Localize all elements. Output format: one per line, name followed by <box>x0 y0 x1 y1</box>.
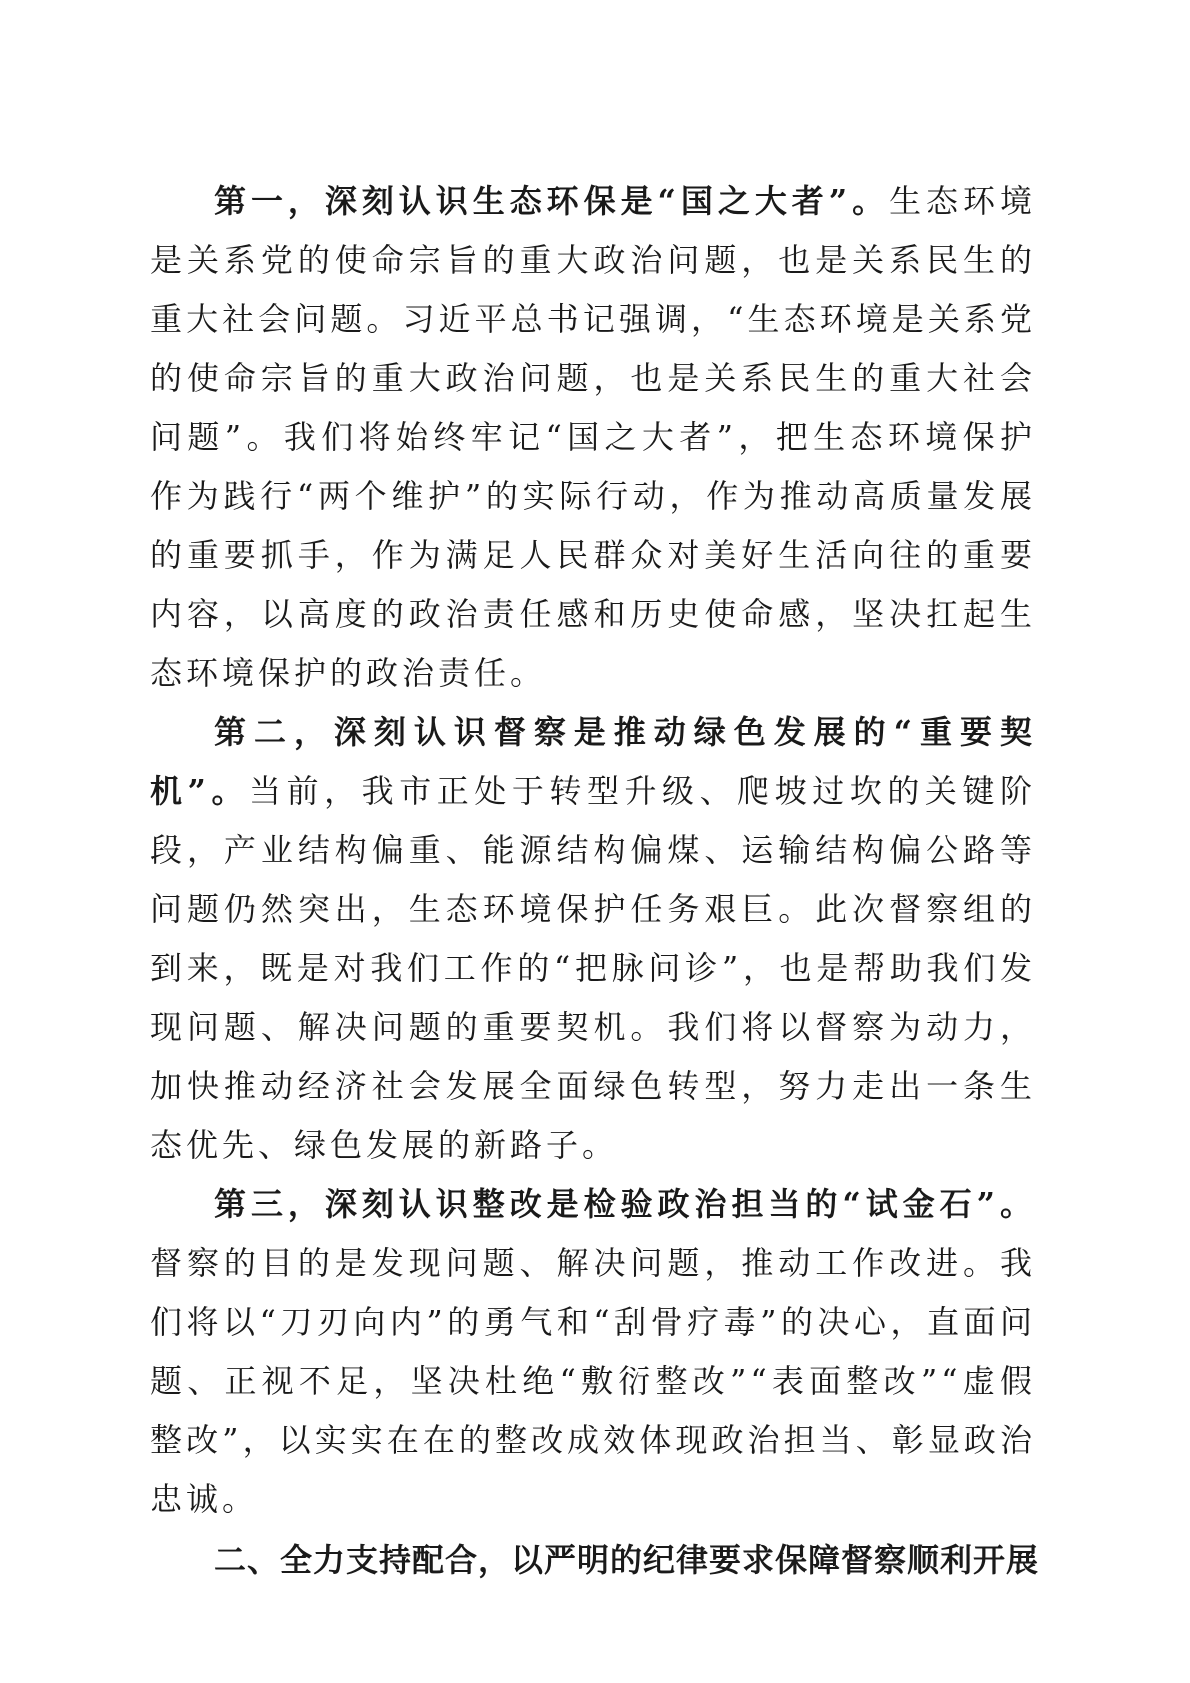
paragraph-1 <box>150 172 1036 703</box>
paragraph-3 <box>150 1175 1036 1529</box>
paragraph-2-lead: 第二，深刻认识督察是推动绿色发展的“重要契机”。 <box>150 713 1036 810</box>
paragraph-3-lead: 第三，深刻认识整改是检验政治担当的“试金石”。 <box>214 1185 1036 1223</box>
paragraph-2-body: 当前，我市正处于转型升级、爬坡过坎的关键阶段，产业结构偏重、能源结构偏煤、运输结构偏公路等问题仍然突出，生态环境保护任务艰巨。此次督察组的到来，既是对我们工作的“把脉问诊”，也是帮助我们发现问题、解决问题的重要契机。我们将以督察为动力，加快推动经济社会发展全面绿色转型，努力走出一条生态优先、绿色发展的新路子。 <box>150 772 1036 1164</box>
section-heading: 二、全力支持配合，以严明的纪律要求保障督察顺利开展 <box>214 1541 1040 1579</box>
paragraph-1-body: 生态环境是关系党的使命宗旨的重大政治问题，也是关系民生的重大社会问题。习近平总书记强调，“生态环境是关系党的使命宗旨的重大政治问题，也是关系民生的重大社会问题”。我们将始终牢记“国之大者”，把生态环境保护作为践行“两个维护”的实际行动，作为推动高质量发展的重要抓手，作为满足人民群众对美好生活向往的重要内容，以高度的政治责任感和历史使命感，坚决扛起生态环境保护的政治责任。 <box>150 182 1036 692</box>
paragraph-2 <box>150 703 1036 1175</box>
paragraph-1-lead: 第一，深刻认识生态环保是“国之大者”。 <box>214 182 890 220</box>
paragraph-3-body: 督察的目的是发现问题、解决问题，推动工作改进。我们将以“刀刃向内”的勇气和“刮骨疗毒”的决心，直面问题、正视不足，坚决杜绝“敷衍整改”“表面整改”“虚假整改”，以实实在在的整改成效体现政治担当、彰显政治忠诚。 <box>150 1244 1036 1518</box>
document-body <box>150 172 1040 1591</box>
